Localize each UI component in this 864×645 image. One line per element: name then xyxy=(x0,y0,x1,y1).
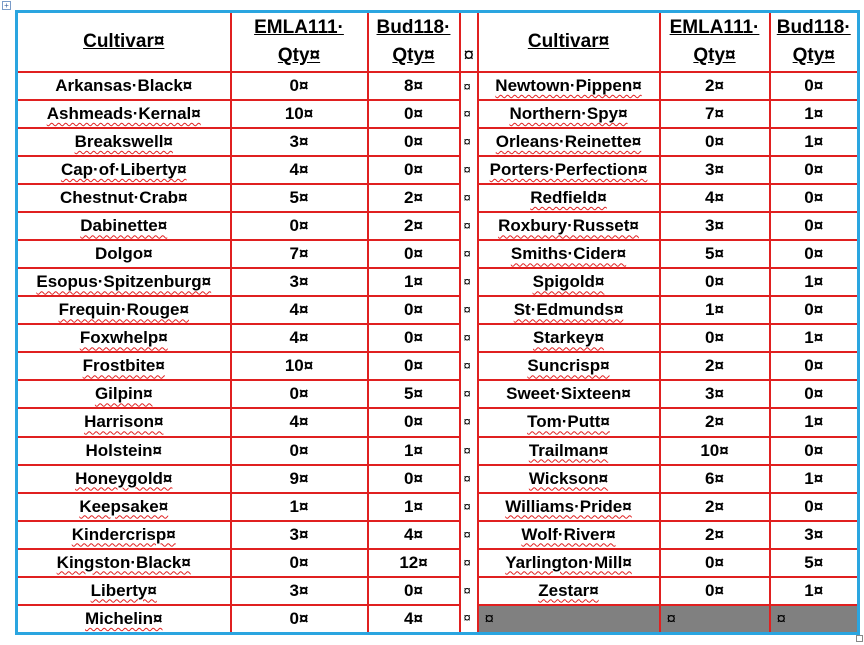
left-cultivar-cell: Foxwhelp¤ xyxy=(17,324,231,352)
left-cultivar-cell: Arkansas·Black¤ xyxy=(17,72,231,100)
table-row xyxy=(17,493,859,521)
right-cultivar-cell: Zestar¤ xyxy=(478,577,660,605)
left-cultivar-cell: Cap·of·Liberty¤ xyxy=(17,156,231,184)
right-emla-qty: 0¤ xyxy=(660,268,770,296)
gap-cell: ¤ xyxy=(460,408,478,436)
left-emla-qty: 0¤ xyxy=(231,212,368,240)
right-cultivar-cell: Sweet·Sixteen¤ xyxy=(478,380,660,408)
left-bud-qty: 0¤ xyxy=(368,324,460,352)
gap-cell: ¤ xyxy=(460,605,478,634)
table-row xyxy=(17,72,859,100)
right-bud-qty: 0¤ xyxy=(770,212,859,240)
left-cultivar-cell: Harrison¤ xyxy=(17,408,231,436)
gap-cell: ¤ xyxy=(460,184,478,212)
right-emla-qty: 6¤ xyxy=(660,465,770,493)
left-emla-qty: 0¤ xyxy=(231,549,368,577)
right-cultivar-cell: Redfield¤ xyxy=(478,184,660,212)
left-cultivar-cell: Honeygold¤ xyxy=(17,465,231,493)
left-bud-qty: 0¤ xyxy=(368,128,460,156)
right-cultivar-cell: Newtown·Pippen¤ xyxy=(478,72,660,100)
right-bud-qty: 5¤ xyxy=(770,549,859,577)
left-bud-qty: 5¤ xyxy=(368,380,460,408)
left-cultivar-cell: Gilpin¤ xyxy=(17,380,231,408)
table-row xyxy=(17,184,859,212)
right-bud-qty: 1¤ xyxy=(770,465,859,493)
left-bud-qty: 0¤ xyxy=(368,352,460,380)
right-emla-qty: 0¤ xyxy=(660,577,770,605)
right-cultivar-cell: Porters·Perfection¤ xyxy=(478,156,660,184)
left-bud-qty: 12¤ xyxy=(368,549,460,577)
left-bud-qty: 8¤ xyxy=(368,72,460,100)
header-cultivar-right: Cultivar¤ xyxy=(478,12,660,73)
gap-cell: ¤ xyxy=(460,268,478,296)
left-cultivar-cell: Esopus·Spitzenburg¤ xyxy=(17,268,231,296)
right-cultivar-cell: St·Edmunds¤ xyxy=(478,296,660,324)
gap-cell: ¤ xyxy=(460,324,478,352)
right-bud-qty: 0¤ xyxy=(770,437,859,465)
left-cultivar-cell: Holstein¤ xyxy=(17,437,231,465)
right-cultivar-cell: Suncrisp¤ xyxy=(478,352,660,380)
left-emla-qty: 3¤ xyxy=(231,577,368,605)
gap-cell: ¤ xyxy=(460,212,478,240)
right-bud-qty: 0¤ xyxy=(770,352,859,380)
cultivar-table xyxy=(15,10,860,635)
right-emla-qty: 5¤ xyxy=(660,240,770,268)
right-bud-qty: 0¤ xyxy=(770,240,859,268)
gap-cell: ¤ xyxy=(460,577,478,605)
right-cultivar-cell: ¤ xyxy=(478,605,660,634)
table-row xyxy=(17,268,859,296)
left-emla-qty: 4¤ xyxy=(231,296,368,324)
right-emla-qty: 3¤ xyxy=(660,156,770,184)
gap-cell: ¤ xyxy=(460,465,478,493)
left-emla-qty: 4¤ xyxy=(231,156,368,184)
left-emla-qty: 4¤ xyxy=(231,324,368,352)
right-emla-qty: 2¤ xyxy=(660,72,770,100)
right-bud-qty: 1¤ xyxy=(770,577,859,605)
left-emla-qty: 0¤ xyxy=(231,437,368,465)
left-cultivar-cell: Kindercrisp¤ xyxy=(17,521,231,549)
right-bud-qty: 3¤ xyxy=(770,521,859,549)
gap-cell: ¤ xyxy=(460,128,478,156)
left-cultivar-cell: Kingston·Black¤ xyxy=(17,549,231,577)
left-emla-qty: 9¤ xyxy=(231,465,368,493)
left-cultivar-cell: Liberty¤ xyxy=(17,577,231,605)
right-cultivar-cell: Tom·Putt¤ xyxy=(478,408,660,436)
right-emla-qty: 2¤ xyxy=(660,352,770,380)
right-emla-qty: 0¤ xyxy=(660,128,770,156)
left-bud-qty: 0¤ xyxy=(368,240,460,268)
left-bud-qty: 0¤ xyxy=(368,156,460,184)
left-cultivar-cell: Michelin¤ xyxy=(17,605,231,634)
gap-cell: ¤ xyxy=(460,549,478,577)
left-emla-qty: 0¤ xyxy=(231,72,368,100)
gap-cell: ¤ xyxy=(460,240,478,268)
right-bud-qty: 0¤ xyxy=(770,296,859,324)
table-move-handle[interactable]: + xyxy=(2,1,11,10)
right-cultivar-cell: Wickson¤ xyxy=(478,465,660,493)
left-cultivar-cell: Chestnut·Crab¤ xyxy=(17,184,231,212)
table-row xyxy=(17,156,859,184)
table-row xyxy=(17,521,859,549)
table-row xyxy=(17,380,859,408)
left-emla-qty: 1¤ xyxy=(231,493,368,521)
right-cultivar-cell: Spigold¤ xyxy=(478,268,660,296)
left-bud-qty: 0¤ xyxy=(368,465,460,493)
right-bud-qty: ¤ xyxy=(770,605,859,634)
table-row xyxy=(17,549,859,577)
gap-cell: ¤ xyxy=(460,156,478,184)
left-cultivar-cell: Dabinette¤ xyxy=(17,212,231,240)
header-cultivar-left: Cultivar¤ xyxy=(17,12,231,73)
right-cultivar-cell: Roxbury·Russet¤ xyxy=(478,212,660,240)
table-row xyxy=(17,408,859,436)
left-emla-qty: 3¤ xyxy=(231,521,368,549)
right-bud-qty: 0¤ xyxy=(770,72,859,100)
left-cultivar-cell: Frostbite¤ xyxy=(17,352,231,380)
right-cultivar-cell: Smiths·Cider¤ xyxy=(478,240,660,268)
left-cultivar-cell: Breakswell¤ xyxy=(17,128,231,156)
right-cultivar-cell: Starkey¤ xyxy=(478,324,660,352)
right-emla-qty: 10¤ xyxy=(660,437,770,465)
left-bud-qty: 1¤ xyxy=(368,437,460,465)
right-emla-qty: 2¤ xyxy=(660,408,770,436)
right-emla-qty: 0¤ xyxy=(660,549,770,577)
left-emla-qty: 10¤ xyxy=(231,100,368,128)
left-emla-qty: 0¤ xyxy=(231,380,368,408)
left-emla-qty: 4¤ xyxy=(231,408,368,436)
left-bud-qty: 0¤ xyxy=(368,577,460,605)
table-row xyxy=(17,240,859,268)
table-row xyxy=(17,577,859,605)
right-emla-qty: 2¤ xyxy=(660,493,770,521)
right-bud-qty: 0¤ xyxy=(770,184,859,212)
table-row xyxy=(17,100,859,128)
header-row xyxy=(17,12,859,73)
header-emla-right: EMLA111· Qty¤ xyxy=(660,12,770,73)
header-gap: ¤ xyxy=(460,12,478,73)
header-emla-left: EMLA111· Qty¤ xyxy=(231,12,368,73)
right-bud-qty: 1¤ xyxy=(770,128,859,156)
header-bud-right: Bud118· Qty¤ xyxy=(770,12,859,73)
right-emla-qty: 2¤ xyxy=(660,521,770,549)
right-bud-qty: 1¤ xyxy=(770,100,859,128)
header-bud-left: Bud118· Qty¤ xyxy=(368,12,460,73)
right-bud-qty: 1¤ xyxy=(770,408,859,436)
table-row xyxy=(17,324,859,352)
left-bud-qty: 0¤ xyxy=(368,408,460,436)
right-emla-qty: ¤ xyxy=(660,605,770,634)
table-resize-handle[interactable] xyxy=(856,635,863,642)
right-cultivar-cell: Yarlington·Mill¤ xyxy=(478,549,660,577)
left-bud-qty: 2¤ xyxy=(368,212,460,240)
right-emla-qty: 3¤ xyxy=(660,212,770,240)
right-emla-qty: 3¤ xyxy=(660,380,770,408)
left-cultivar-cell: Ashmeads·Kernal¤ xyxy=(17,100,231,128)
right-emla-qty: 7¤ xyxy=(660,100,770,128)
gap-cell: ¤ xyxy=(460,100,478,128)
gap-cell: ¤ xyxy=(460,72,478,100)
table-row xyxy=(17,128,859,156)
right-cultivar-cell: Trailman¤ xyxy=(478,437,660,465)
table-row xyxy=(17,465,859,493)
gap-cell: ¤ xyxy=(460,493,478,521)
table-row xyxy=(17,605,859,634)
right-bud-qty: 1¤ xyxy=(770,324,859,352)
left-emla-qty: 10¤ xyxy=(231,352,368,380)
left-emla-qty: 0¤ xyxy=(231,605,368,634)
left-bud-qty: 2¤ xyxy=(368,184,460,212)
right-bud-qty: 0¤ xyxy=(770,156,859,184)
left-bud-qty: 0¤ xyxy=(368,296,460,324)
right-bud-qty: 1¤ xyxy=(770,268,859,296)
table-row xyxy=(17,212,859,240)
left-bud-qty: 1¤ xyxy=(368,268,460,296)
left-emla-qty: 3¤ xyxy=(231,128,368,156)
right-bud-qty: 0¤ xyxy=(770,493,859,521)
right-cultivar-cell: Northern·Spy¤ xyxy=(478,100,660,128)
left-bud-qty: 1¤ xyxy=(368,493,460,521)
right-cultivar-cell: Williams·Pride¤ xyxy=(478,493,660,521)
gap-cell: ¤ xyxy=(460,380,478,408)
left-cultivar-cell: Keepsake¤ xyxy=(17,493,231,521)
right-cultivar-cell: Orleans·Reinette¤ xyxy=(478,128,660,156)
gap-cell: ¤ xyxy=(460,521,478,549)
left-emla-qty: 7¤ xyxy=(231,240,368,268)
left-bud-qty: 4¤ xyxy=(368,521,460,549)
gap-cell: ¤ xyxy=(460,296,478,324)
left-emla-qty: 5¤ xyxy=(231,184,368,212)
right-emla-qty: 4¤ xyxy=(660,184,770,212)
left-bud-qty: 0¤ xyxy=(368,100,460,128)
gap-cell: ¤ xyxy=(460,352,478,380)
left-emla-qty: 3¤ xyxy=(231,268,368,296)
gap-cell: ¤ xyxy=(460,437,478,465)
table-row xyxy=(17,352,859,380)
right-emla-qty: 0¤ xyxy=(660,324,770,352)
right-emla-qty: 1¤ xyxy=(660,296,770,324)
table-row xyxy=(17,296,859,324)
right-cultivar-cell: Wolf·River¤ xyxy=(478,521,660,549)
table-row xyxy=(17,437,859,465)
left-cultivar-cell: Dolgo¤ xyxy=(17,240,231,268)
left-cultivar-cell: Frequin·Rouge¤ xyxy=(17,296,231,324)
left-bud-qty: 4¤ xyxy=(368,605,460,634)
right-bud-qty: 0¤ xyxy=(770,380,859,408)
